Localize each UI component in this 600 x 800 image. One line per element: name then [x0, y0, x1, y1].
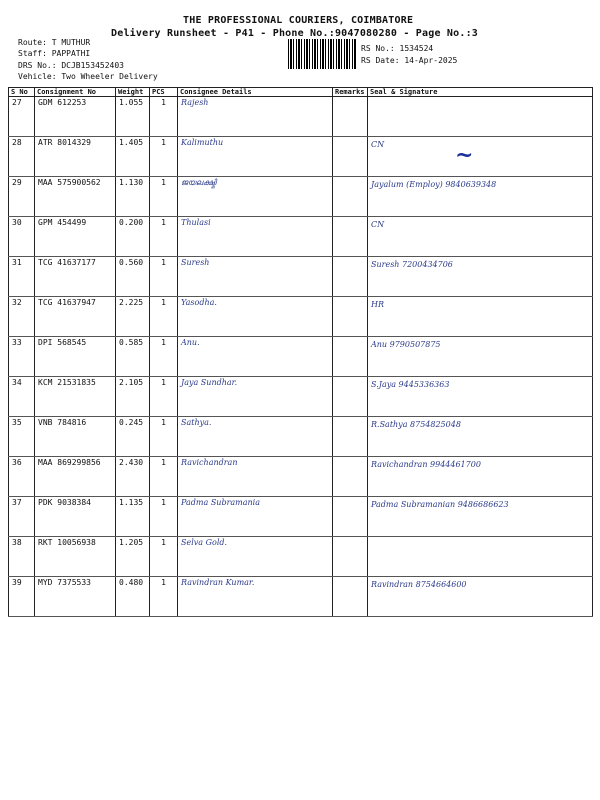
row-remarks [333, 377, 368, 417]
row-remarks [333, 497, 368, 537]
row-consignment-no: KCM 21531835 [35, 377, 116, 417]
row-weight: 0.200 [116, 217, 150, 257]
row-consignee: Anu. [178, 337, 333, 377]
barcode [288, 39, 356, 69]
col-signature: Seal & Signature [368, 88, 593, 97]
table-row [9, 497, 593, 537]
row-pcs: 1 [150, 577, 178, 617]
table-row [9, 257, 593, 297]
row-sno: 32 [9, 297, 35, 337]
row-pcs: 1 [150, 377, 178, 417]
row-signature: Suresh 7200434706 [368, 257, 593, 297]
row-weight: 1.405 [116, 137, 150, 177]
row-weight: 2.105 [116, 377, 150, 417]
table-row [9, 137, 593, 177]
cn-mark: ~ [455, 142, 474, 168]
row-consignment-no: DPI 568545 [35, 337, 116, 377]
row-sno: 31 [9, 257, 35, 297]
row-sno: 30 [9, 217, 35, 257]
table-row [9, 297, 593, 337]
row-consignee: Yasodha. [178, 297, 333, 337]
table-row [9, 337, 593, 377]
row-remarks [333, 417, 368, 457]
row-pcs: 1 [150, 257, 178, 297]
row-signature: Jayalum (Employ) 9840639348 [368, 177, 593, 217]
row-consignment-no: MAA 869299856 [35, 457, 116, 497]
row-pcs: 1 [150, 337, 178, 377]
row-consignment-no: TCG 41637947 [35, 297, 116, 337]
row-consignee: ജയലക്ഷ്മി [178, 177, 333, 217]
row-consignment-no: MYD 7375533 [35, 577, 116, 617]
row-signature: S.Jaya 9445336363 [368, 377, 593, 417]
table-row [9, 217, 593, 257]
row-consignee: Padma Subramania [178, 497, 333, 537]
row-signature: CN [368, 137, 593, 177]
row-signature: Ravindran 8754664600 [368, 577, 593, 617]
col-sno: S No [9, 88, 35, 97]
row-sno: 38 [9, 537, 35, 577]
row-consignee: Selva Gold. [178, 537, 333, 577]
row-sno: 39 [9, 577, 35, 617]
row-weight: 0.245 [116, 417, 150, 457]
row-weight: 1.055 [116, 97, 150, 137]
row-consignment-no: VNB 784816 [35, 417, 116, 457]
row-remarks [333, 137, 368, 177]
row-signature: CN [368, 217, 593, 257]
col-consignee: Consignee Details [178, 88, 333, 97]
row-consignee: Sathya. [178, 417, 333, 457]
col-pcs: PCS [150, 88, 178, 97]
row-signature: HR [368, 297, 593, 337]
row-remarks [333, 577, 368, 617]
row-remarks [333, 97, 368, 137]
row-weight: 0.480 [116, 577, 150, 617]
table-row [9, 577, 593, 617]
table-row [9, 457, 593, 497]
row-consignee: Kalimuthu [178, 137, 333, 177]
row-consignee: Rajesh [178, 97, 333, 137]
vehicle-label: Vehicle: Two Wheeler Delivery [18, 72, 158, 81]
row-signature [368, 537, 593, 577]
row-pcs: 1 [150, 537, 178, 577]
table-row [9, 177, 593, 217]
row-weight: 0.560 [116, 257, 150, 297]
row-weight: 1.135 [116, 497, 150, 537]
row-signature: Ravichandran 9944461700 [368, 457, 593, 497]
row-pcs: 1 [150, 217, 178, 257]
row-pcs: 1 [150, 457, 178, 497]
staff-label: Staff: PAPPATHI [18, 49, 91, 58]
row-remarks [333, 217, 368, 257]
row-remarks [333, 177, 368, 217]
company-title: THE PROFESSIONAL COURIERS, COIMBATORE [183, 15, 414, 26]
row-remarks [333, 297, 368, 337]
rs-date-label: RS Date: 14-Apr-2025 [361, 56, 458, 65]
row-sno: 37 [9, 497, 35, 537]
row-sno: 29 [9, 177, 35, 217]
row-pcs: 1 [150, 297, 178, 337]
drs-no-label: DRS No.: DCJB153452403 [18, 61, 124, 70]
row-sno: 35 [9, 417, 35, 457]
row-pcs: 1 [150, 137, 178, 177]
col-remarks: Remarks [333, 88, 368, 97]
row-sno: 36 [9, 457, 35, 497]
row-consignee: Ravindran Kumar. [178, 577, 333, 617]
row-consignment-no: RKT 10056938 [35, 537, 116, 577]
row-consignment-no: PDK 9038384 [35, 497, 116, 537]
row-remarks [333, 257, 368, 297]
row-consignee: Thulasi [178, 217, 333, 257]
row-remarks [333, 457, 368, 497]
row-sno: 27 [9, 97, 35, 137]
table-row [9, 537, 593, 577]
row-signature: Padma Subramanian 9486686623 [368, 497, 593, 537]
row-consignee: Ravichandran [178, 457, 333, 497]
table-header [9, 88, 593, 97]
row-sno: 34 [9, 377, 35, 417]
col-consignment-no: Consignment No [35, 88, 116, 97]
col-weight: Weight [116, 88, 150, 97]
table-row [9, 97, 593, 137]
row-consignee: Suresh [178, 257, 333, 297]
row-signature [368, 97, 593, 137]
row-weight: 1.205 [116, 537, 150, 577]
route-label: Route: T MUTHUR [18, 38, 91, 47]
table-row [9, 377, 593, 417]
row-weight: 0.585 [116, 337, 150, 377]
runsheet-title: Delivery Runsheet - P41 - Phone No.:9047080280 - Page No.:3 [111, 28, 479, 39]
row-consignment-no: GDM 612253 [35, 97, 116, 137]
row-consignment-no: ATR 8014329 [35, 137, 116, 177]
row-remarks [333, 537, 368, 577]
row-consignment-no: GPM 454499 [35, 217, 116, 257]
row-weight: 2.430 [116, 457, 150, 497]
row-sno: 28 [9, 137, 35, 177]
row-consignee: Jaya Sundhar. [178, 377, 333, 417]
row-pcs: 1 [150, 417, 178, 457]
row-pcs: 1 [150, 497, 178, 537]
runsheet-table [8, 87, 593, 617]
row-sno: 33 [9, 337, 35, 377]
row-consignment-no: TCG 41637177 [35, 257, 116, 297]
row-weight: 2.225 [116, 297, 150, 337]
row-signature: Anu 9790507875 [368, 337, 593, 377]
rs-no-label: RS No.: 1534524 [361, 44, 434, 53]
row-consignment-no: MAA 575900562 [35, 177, 116, 217]
row-pcs: 1 [150, 177, 178, 217]
row-signature: R.Sathya 8754825048 [368, 417, 593, 457]
table-row [9, 417, 593, 457]
row-remarks [333, 337, 368, 377]
row-weight: 1.130 [116, 177, 150, 217]
row-pcs: 1 [150, 97, 178, 137]
